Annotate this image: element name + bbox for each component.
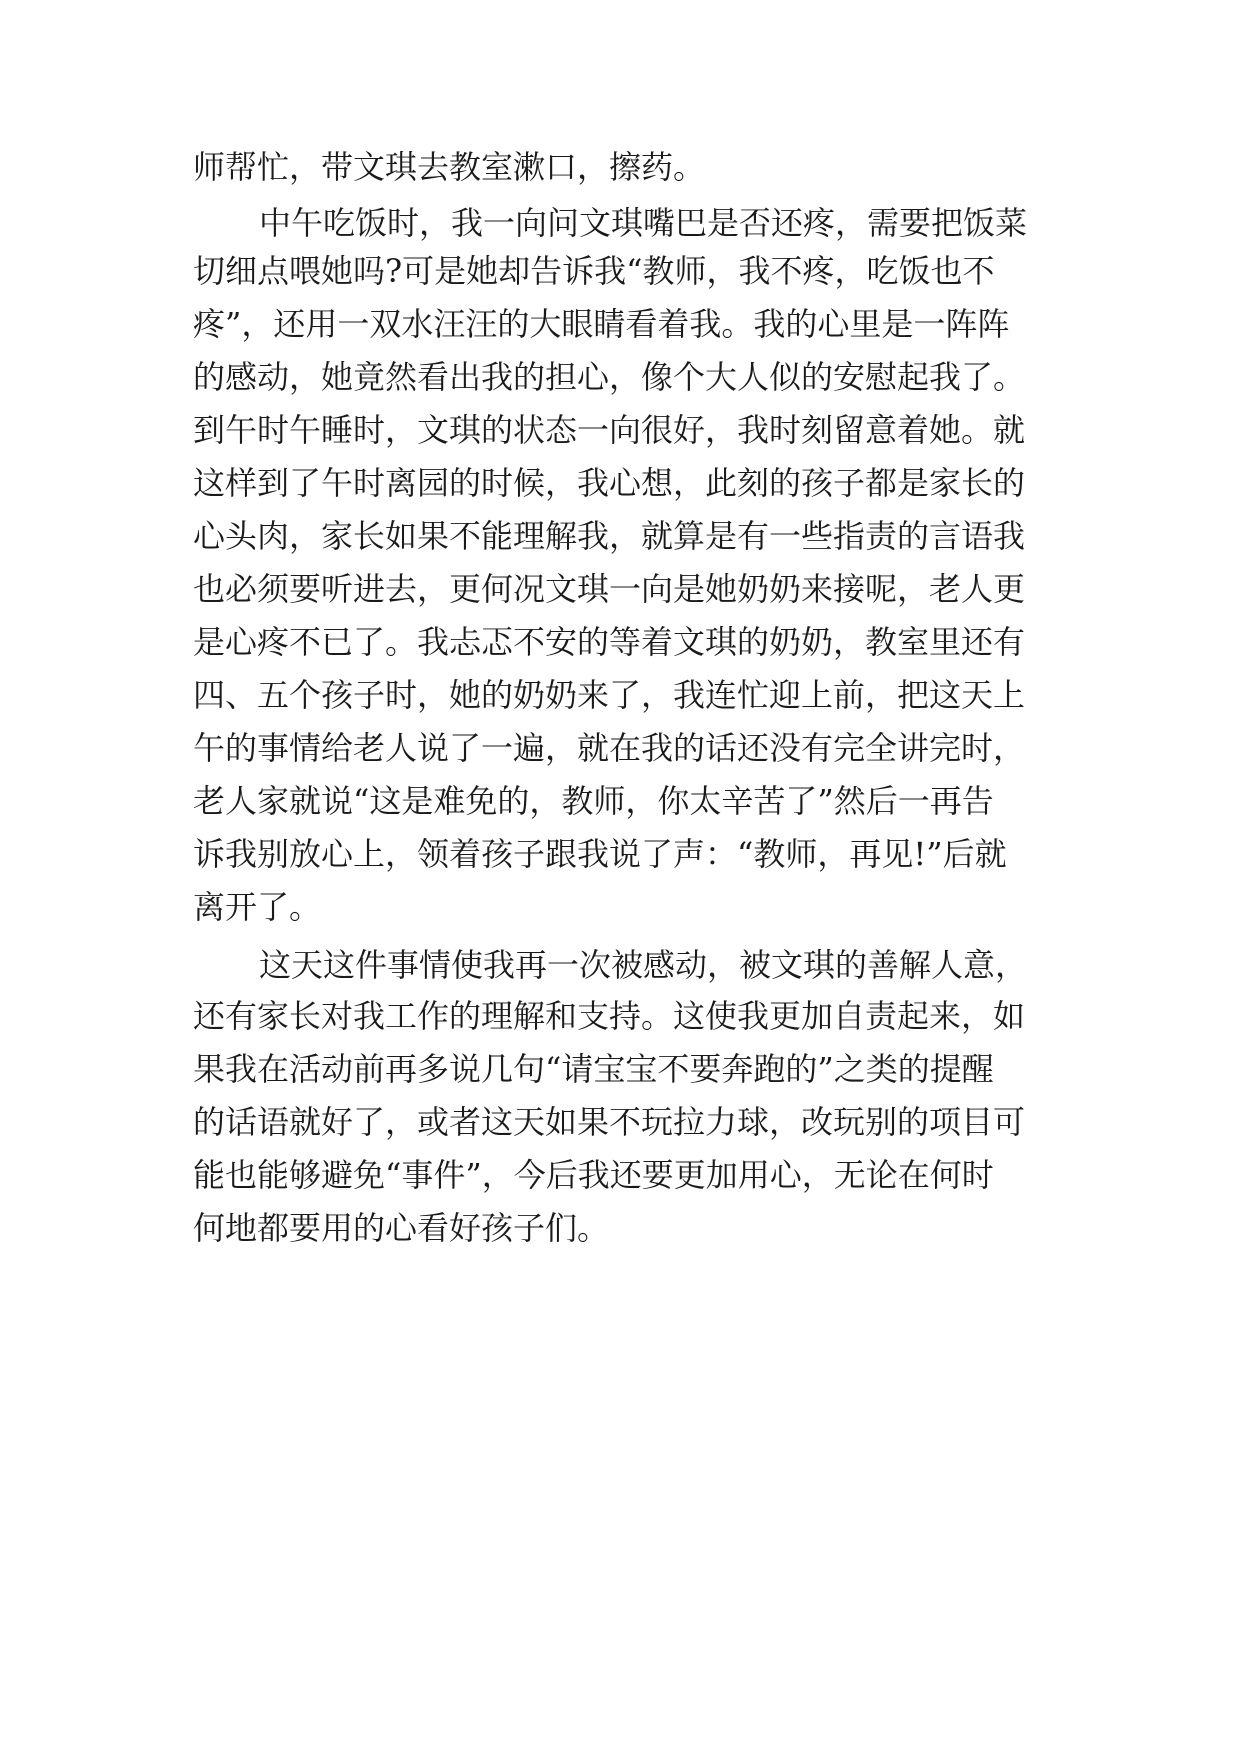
paragraph-first-line: 这天这件事情使我再一次被感动，被文琪的善解人意， <box>259 946 1028 984</box>
text-line: 的话语就好了，或者这天如果不玩拉力球，改玩别的项目可 <box>193 1103 1026 1141</box>
text-line: 心头肉，家长如果不能理解我，就算是有一些指责的言语我 <box>193 517 1026 555</box>
text-line: 四、五个孩子时，她的奶奶来了，我连忙迎上前，把这天上 <box>193 676 1026 714</box>
text-line: 诉我别放心上，领着孩子跟我说了声：“教师，再见!”后就 <box>193 835 1007 873</box>
text-line: 切细点喂她吗?可是她却告诉我“教师，我不疼，吃饭也不 <box>193 252 995 290</box>
text-line: 的感动，她竟然看出我的担心，像个大人似的安慰起我了。 <box>193 358 1026 396</box>
text-line: 午的事情给老人说了一遍，就在我的话还没有完全讲完时， <box>193 729 1026 767</box>
text-line: 师帮忙，带文琪去教室漱口，擦药。 <box>193 148 706 186</box>
paragraph-first-line: 中午吃饭时，我一向问文琪嘴巴是否还疼，需要把饭菜 <box>259 204 1028 242</box>
text-line: 老人家就说“这是难免的，教师，你太辛苦了”然后一再告 <box>193 782 994 820</box>
text-line: 还有家长对我工作的理解和支持。这使我更加自责起来，如 <box>193 997 1026 1035</box>
text-line: 到午时午睡时，文琪的状态一向很好，我时刻留意着她。就 <box>193 411 1026 449</box>
text-line: 是心疼不已了。我忐忑不安的等着文琪的奶奶，教室里还有 <box>193 623 1026 661</box>
text-line: 也必须要听进去，更何况文琪一向是她奶奶来接呢，老人更 <box>193 570 1026 608</box>
text-line: 这样到了午时离园的时候，我心想，此刻的孩子都是家长的 <box>193 464 1026 502</box>
text-line: 果我在活动前再多说几句“请宝宝不要奔跑的”之类的提醒 <box>193 1050 994 1088</box>
text-line: 疼”，还用一双水汪汪的大眼睛看着我。我的心里是一阵阵 <box>193 305 1010 343</box>
text-line: 离开了。 <box>193 888 322 926</box>
text-line: 能也能够避免“事件”，今后我还要更加用心，无论在何时 <box>193 1156 994 1194</box>
text-line: 何地都要用的心看好孩子们。 <box>193 1209 610 1247</box>
